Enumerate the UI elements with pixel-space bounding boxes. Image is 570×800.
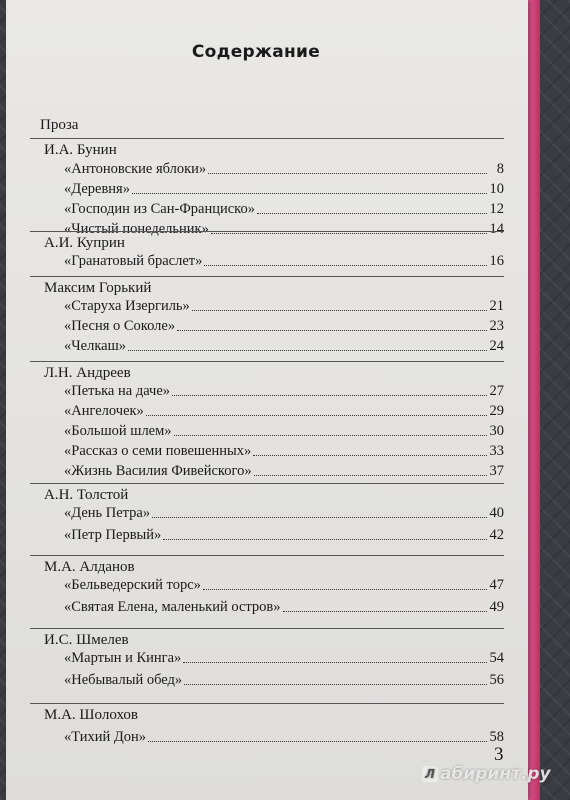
- author-group: [30, 231, 504, 272]
- toc-entry[interactable]: [64, 337, 504, 355]
- toc-entry[interactable]: [64, 297, 504, 315]
- toc-entry[interactable]: [64, 462, 504, 480]
- page-ref: 33: [489, 443, 504, 459]
- page-ref: 27: [489, 383, 504, 399]
- author-group: [30, 483, 504, 544]
- toc-entry[interactable]: [64, 598, 504, 616]
- author-group: [30, 703, 504, 749]
- dot-leader: [148, 741, 486, 742]
- work-title: «Чистый понедельник»: [64, 221, 209, 237]
- author-name: Л.Н. Андреев: [44, 365, 131, 381]
- dot-leader: [203, 589, 487, 590]
- dot-leader: [254, 475, 487, 476]
- page-ref: 30: [489, 423, 504, 439]
- labirint-logo-icon: Л: [422, 766, 438, 782]
- toc-entry[interactable]: [64, 442, 504, 460]
- page-ref: 47: [489, 577, 504, 593]
- work-title: «Ангелочек»: [64, 403, 144, 419]
- toc-entry[interactable]: [64, 671, 504, 689]
- page-ref: 37: [489, 463, 504, 479]
- author-name: И.А. Бунин: [44, 142, 117, 158]
- work-title: «Старуха Изергиль»: [64, 298, 190, 314]
- author-name: А.Н. Толстой: [44, 487, 129, 503]
- work-title: «Гранатовый браслет»: [64, 253, 203, 269]
- dot-leader: [172, 395, 486, 396]
- dot-leader: [132, 193, 487, 194]
- toc-entry[interactable]: [64, 402, 504, 420]
- page-ref: 49: [489, 599, 504, 615]
- dot-leader: [192, 310, 487, 311]
- author-group: [30, 138, 504, 237]
- work-title: «Тихий Дон»: [64, 729, 147, 745]
- dot-leader: [208, 173, 487, 174]
- author-group: [30, 361, 504, 477]
- work-title: «Петр Первый»: [64, 527, 162, 543]
- page-number: 3: [494, 744, 504, 765]
- book-page: [6, 0, 528, 800]
- work-title: «Бельведерский торс»: [64, 577, 201, 593]
- toc-entry[interactable]: [64, 728, 504, 746]
- author-name: И.С. Шмелев: [44, 632, 129, 648]
- toc-entry[interactable]: [64, 526, 504, 544]
- page-ref: 40: [489, 505, 504, 521]
- toc-entry[interactable]: [64, 422, 504, 440]
- work-title: «Деревня»: [64, 181, 130, 197]
- author-name: М.А. Шолохов: [44, 707, 138, 723]
- author-group: [30, 276, 504, 357]
- toc-entry[interactable]: [64, 252, 504, 270]
- page-ref: 16: [489, 253, 504, 269]
- page-ref: 54: [489, 650, 504, 666]
- work-title: «Господин из Сан-Франциско»: [64, 201, 255, 217]
- work-title: «Антоновские яблоки»: [64, 161, 207, 177]
- page-ref: 21: [489, 298, 504, 314]
- page-ref: 8: [496, 161, 504, 177]
- work-title: «Мартын и Кинга»: [64, 650, 182, 666]
- toc-entry[interactable]: [64, 317, 504, 335]
- toc-entry[interactable]: [64, 382, 504, 400]
- work-title: «Песня о Соколе»: [64, 318, 176, 334]
- work-title: «Большой шлем»: [64, 423, 172, 439]
- dot-leader: [163, 539, 486, 540]
- labirint-watermark: [422, 764, 551, 784]
- work-title: «Рассказ о семи повешенных»: [64, 443, 252, 459]
- page-ref: 12: [489, 201, 504, 217]
- toc-entry[interactable]: [64, 576, 504, 594]
- toc-entry[interactable]: [64, 504, 504, 522]
- dot-leader: [152, 517, 486, 518]
- section-label: Проза: [40, 117, 79, 133]
- work-title: «Святая Елена, маленький остров»: [64, 599, 281, 615]
- dot-leader: [146, 415, 487, 416]
- work-title: «Небывалый обед»: [64, 672, 183, 688]
- work-title: «Жизнь Василия Фивейского»: [64, 463, 252, 479]
- work-title: «Челкаш»: [64, 338, 127, 354]
- page-ref: 42: [489, 527, 504, 543]
- dot-leader: [184, 684, 486, 685]
- dot-leader: [177, 330, 486, 331]
- page-ref: 24: [489, 338, 504, 354]
- work-title: «День Петра»: [64, 505, 151, 521]
- dot-leader: [204, 265, 486, 266]
- dot-leader: [253, 455, 486, 456]
- author-group: [30, 555, 504, 616]
- dot-leader: [128, 350, 486, 351]
- work-title: «Петька на даче»: [64, 383, 171, 399]
- author-name: А.И. Куприн: [44, 235, 125, 251]
- toc-entry[interactable]: [64, 160, 504, 178]
- page-title: Содержание: [191, 42, 321, 62]
- author-name: Максим Горький: [44, 280, 152, 296]
- page-ref: 10: [489, 181, 504, 197]
- author-name: М.А. Алданов: [44, 559, 135, 575]
- toc-entry[interactable]: [64, 180, 504, 198]
- page-ref: 23: [489, 318, 504, 334]
- page-ref: 14: [489, 221, 504, 237]
- watermark-text: абиринт.ру: [440, 764, 551, 784]
- dot-leader: [283, 611, 487, 612]
- dot-leader: [257, 213, 487, 214]
- dot-leader: [183, 662, 486, 663]
- page-ref: 29: [489, 403, 504, 419]
- toc-entry[interactable]: [64, 200, 504, 218]
- page-ref: 58: [489, 729, 504, 745]
- page-ref: 56: [489, 672, 504, 688]
- toc-entry[interactable]: [64, 649, 504, 667]
- author-group: [30, 628, 504, 689]
- dot-leader: [174, 435, 487, 436]
